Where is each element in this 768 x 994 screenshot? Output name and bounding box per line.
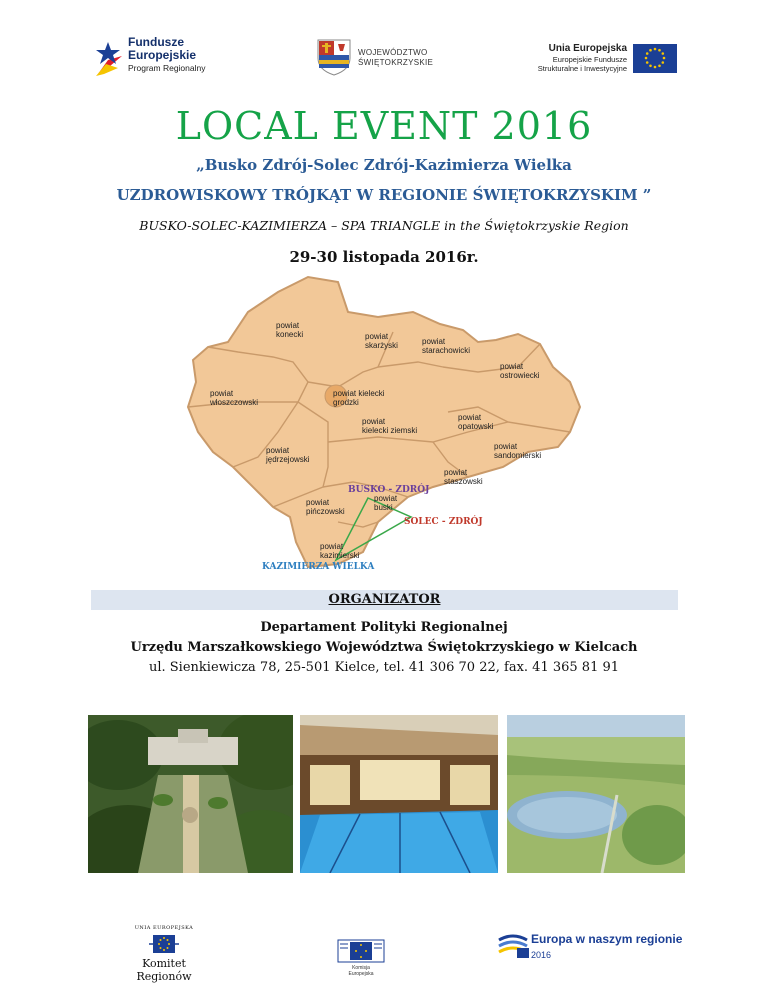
komitet-regionow-logo	[118, 925, 210, 983]
district-kielecki-grodzki-l2: grodzki	[333, 398, 359, 407]
ep-logo-title: Europa w naszym regionie	[531, 932, 683, 946]
event-subtitle-line1: „Busko Zdrój-Solec Zdrój-Kazimierza Wielka	[196, 156, 572, 174]
district-staszowski-l1: powiat	[444, 468, 468, 477]
photo-swimming-pool	[300, 715, 498, 873]
ep-logo-year: 2016	[531, 950, 552, 960]
city-busko-zdroj: BUSKO - ZDRÓJ	[348, 485, 430, 495]
ep-swoosh-icon	[497, 930, 529, 962]
district-jedrzejowski-l2: jędrzejowski	[266, 455, 310, 464]
ke-building-icon	[336, 938, 386, 978]
district-buski-l2: buski	[374, 503, 393, 512]
fundusze-europejskie-logo	[92, 36, 242, 80]
district-sandomierski-l1: powiat	[494, 442, 518, 451]
district-kazimierski-l2: kazimierski	[320, 551, 360, 560]
district-opatowski-l2: opatowski	[458, 422, 494, 431]
ke-logo-line1: Komisja	[352, 965, 370, 971]
city-solec-zdroj: SOLEC - ZDRÓJ	[404, 517, 483, 527]
europa-w-naszym-regionie-logo	[497, 928, 683, 964]
eu-flag-icon	[633, 44, 677, 73]
sw-logo-line2: ŚWIĘTOKRZYSKIE	[358, 58, 434, 67]
district-starachowicki-l1: powiat	[422, 337, 446, 346]
photo-spa-park	[88, 715, 293, 873]
district-ostrowiecki-l1: powiat	[500, 362, 524, 371]
event-subtitle-line2: UZDROWISKOWY TRÓJKĄT W REGIONIE ŚWIĘTOKRZYSKIM ”	[116, 186, 652, 204]
organizer-heading-bar	[91, 590, 678, 610]
district-skarzyski-l1: powiat	[365, 332, 389, 341]
district-pinczowski-l2: pińczowski	[306, 507, 345, 516]
kr-logo-top: UNIA EUROPEJSKA	[134, 925, 194, 931]
coat-of-arms-icon	[316, 36, 352, 76]
district-staszowski-l2: staszowski	[444, 477, 483, 486]
organizer-address: ul. Sienkiewicza 78, 25-501 Kielce, tel. 41 306 70 22, fax. 41 365 81 91	[148, 660, 620, 675]
district-konecki-l2: konecki	[276, 330, 304, 339]
district-kielecki-grodzki-l1: powiat kielecki	[333, 389, 385, 398]
fe-logo-line2: Europejskie	[128, 48, 197, 62]
ue-logo-line1: Unia Europejska	[548, 43, 627, 54]
district-kielecki-ziemski-l2: kielecki ziemski	[362, 426, 418, 435]
sw-logo-line1: WOJEWÓDZTWO	[358, 48, 428, 57]
district-opatowski-l1: powiat	[458, 413, 482, 422]
district-wloszczowski-l1: powiat	[210, 389, 234, 398]
district-starachowicki-l2: starachowicki	[422, 346, 471, 355]
city-kazimierza-wielka: KAZIMIERZA WIELKA	[262, 562, 375, 572]
district-sandomierski-l2: sandomierski	[494, 451, 542, 460]
event-date: 29-30 listopada 2016r.	[289, 248, 479, 266]
organizer-heading: ORGANIZATOR	[328, 592, 441, 607]
unia-europejska-logo	[527, 42, 677, 78]
district-kielecki-ziemski-l1: powiat	[362, 417, 386, 426]
district-kazimierski-l1: powiat	[320, 542, 344, 551]
organizer-office: Urzędu Marszałkowskiego Województwa Świętokrzyskiego w Kielcach	[130, 640, 638, 655]
fe-logo-line3: Program Regionalny	[128, 63, 206, 73]
district-konecki-l1: powiat	[276, 321, 300, 330]
fe-star-icon	[92, 38, 126, 78]
komisja-europejska-logo	[336, 938, 386, 978]
district-ostrowiecki-l2: ostrowiecki	[500, 371, 540, 380]
ue-logo-line2: Europejskie Fundusze	[552, 55, 627, 64]
photo-aerial-lake	[507, 715, 685, 873]
district-skarzyski-l2: skarżyski	[365, 341, 398, 350]
ke-logo-line2: Europejska	[348, 971, 374, 977]
ue-logo-line3: Strukturalne i Inwestycyjne	[537, 64, 627, 73]
district-wloszczowski-l2: włoszczowski	[210, 398, 259, 407]
kr-emblem-icon	[149, 933, 179, 955]
fe-logo-line1: Fundusze	[128, 35, 184, 49]
district-buski-l1: powiat	[374, 494, 398, 503]
district-jedrzejowski-l1: powiat	[266, 446, 290, 455]
wojewodztwo-logo	[316, 36, 456, 80]
organizer-department: Departament Polityki Regionalnej	[260, 620, 508, 635]
district-pinczowski-l1: powiat	[306, 498, 330, 507]
event-subtitle-english: BUSKO-SOLEC-KAZIMIERZA – SPA TRIANGLE in the Świętokrzyskie Region	[139, 218, 629, 233]
event-title: LOCAL EVENT 2016	[175, 104, 593, 148]
kr-logo-name: Komitet Regionów	[136, 957, 192, 983]
region-map	[178, 272, 588, 572]
